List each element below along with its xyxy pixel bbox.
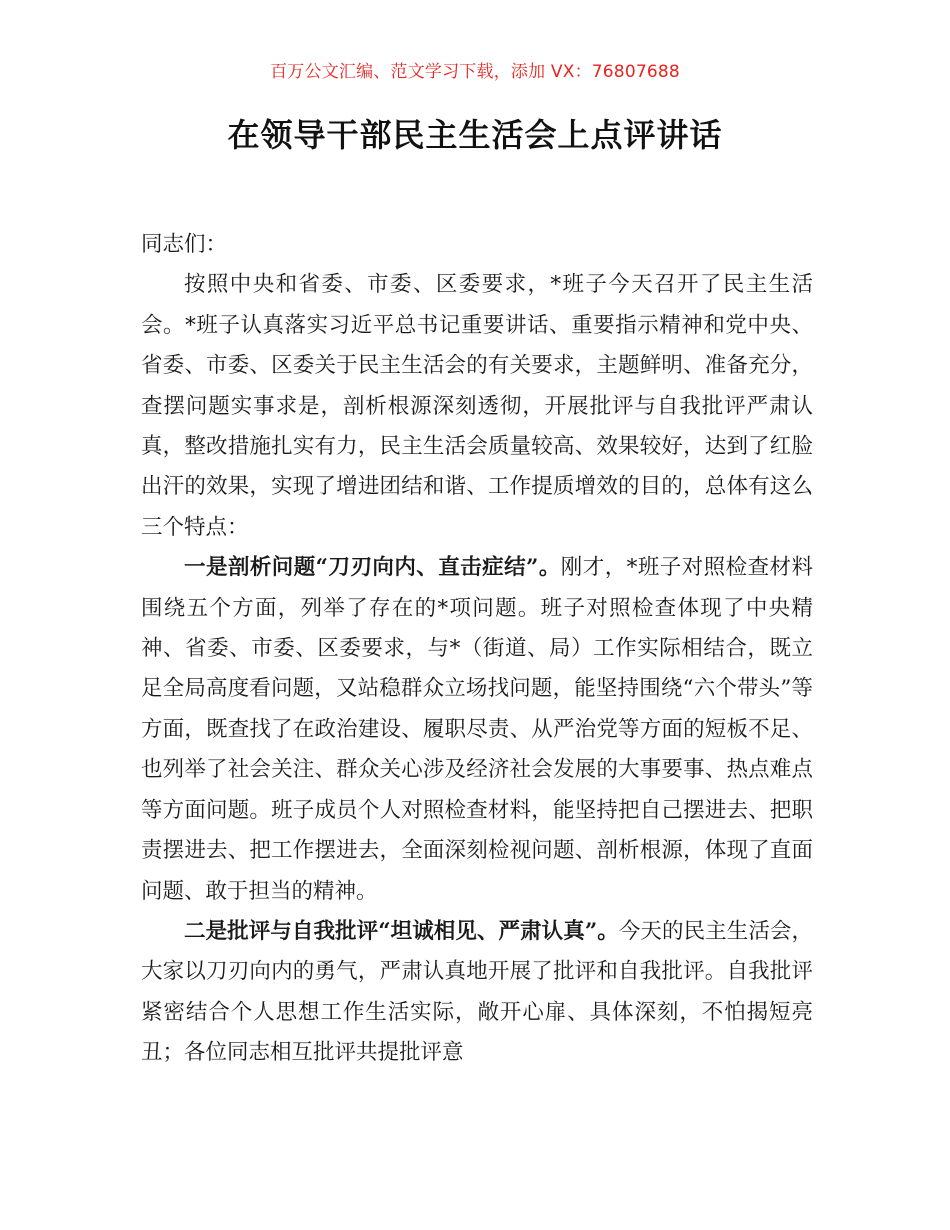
paragraph-point-one: [141, 548, 813, 912]
header-banner: 百万公文汇编、范文学习下载，添加 VX：76807688: [270, 62, 680, 82]
paragraph-intro-text: 按照中央和省委、市委、区委要求，*班子今天召开了民主生活会。*班子认真落实习近平总书记重要讲话、重要指示精神和党中央、省委、市委、区委关于民主生活会的有关要求，主题鲜明、准备充分，查摆问题实事求是，剖析根源深刻透彻，开展批评与自我批评严肃认真，整改措施扎实有力，民主生活会质量较高、效果较好，达到了红脸出汗的效果，实现了增进团结和谐、工作提质增效的目的，总体有这么三个特点：: [141, 272, 813, 540]
document-body: [141, 225, 813, 1074]
paragraph-point-two: [141, 912, 813, 1074]
paragraph-intro: [141, 265, 813, 548]
paragraph-point-two-heading: 二是批评与自我批评“坦诚相见、严肃认真”。: [184, 918, 619, 944]
salutation: 同志们：: [141, 232, 228, 257]
paragraph-point-two-text: 今天的民主生活会，大家以刀刃向内的勇气，严肃认真地开展了批评和自我批评。自我批评紧密结合个人思想工作生活实际，敞开心扉、具体深刻，不怕揭短亮丑；各位同志相互批评共提批评意: [141, 918, 813, 1066]
document-title: 在领导干部民主生活会上点评讲话: [227, 116, 723, 154]
paragraph-point-one-text: 刚才，*班子对照检查材料围绕五个方面，列举了存在的*项问题。班子对照检查体现了中央精神、省委、市委、区委要求，与*（街道、局）工作实际相结合，既立足全局高度看问题，又站稳群众立场找问题，能坚持围绕“六个带头”等方面，既查找了在政治建设、履职尽责、从严治党等方面的短板不足、也列举了社会关注、群众关心涉及经济社会发展的大事要事、热点难点等方面问题。班子成员个人对照检查材料，能坚持把自己摆进去、把职责摆进去、把工作摆进去，全面深刻检视问题、剖析根源，体现了直面问题、敢于担当的精神。: [141, 555, 813, 904]
paragraph-point-one-heading: 一是剖析问题“刀刃向内、直击症结”。: [184, 555, 561, 581]
